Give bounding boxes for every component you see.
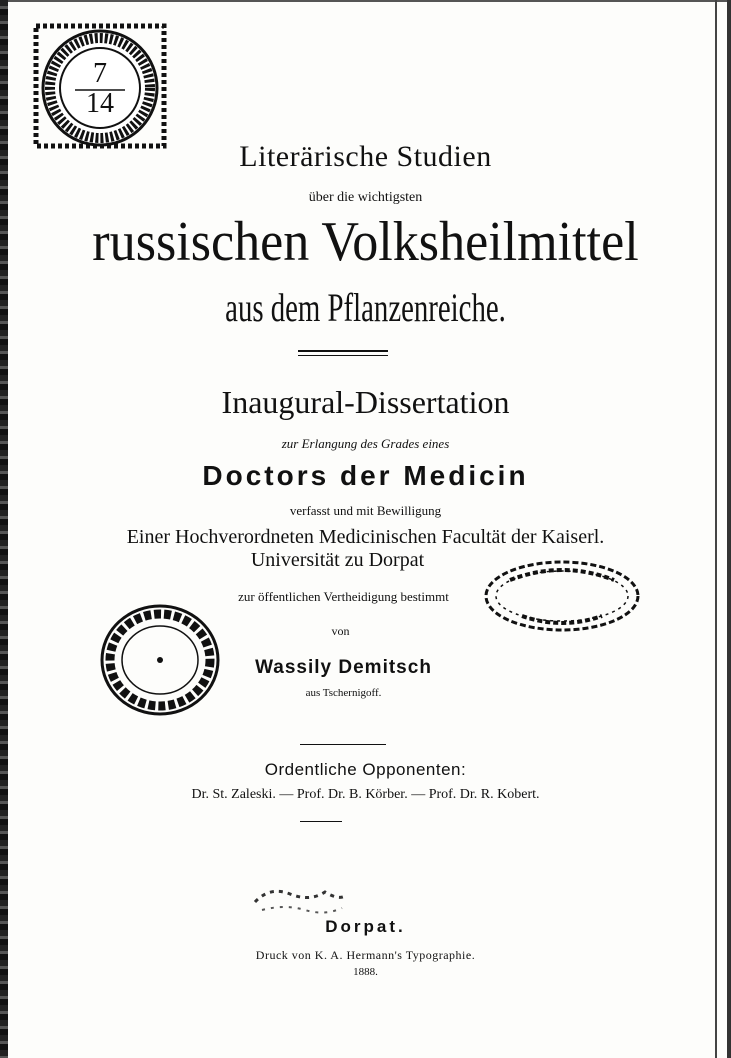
scan-edge-top [0, 0, 731, 2]
opponents-heading: Ordentliche Opponenten: [264, 760, 467, 779]
degree-title: Doctors der Medicin [202, 460, 529, 491]
title-line-1: Literärische Studien [239, 140, 492, 173]
divider-1 [298, 350, 388, 352]
divider-3 [300, 821, 342, 822]
author-origin: aus Tschernigoff. [305, 687, 382, 699]
dissertation-line-3: Einer Hochverordneten Medicinischen Facultät der Kaiserl. [126, 526, 605, 548]
title-line-3: russischen Volksheilmittel [92, 211, 639, 273]
title-line-2: über die wichtigsten [308, 190, 423, 205]
dissertation-line-5: zur öffentlichen Vertheidigung bestimmt [238, 589, 449, 604]
dissertation-line-1: zur Erlangung des Grades eines [281, 436, 450, 451]
divider-1b [298, 355, 388, 356]
dissertation-line-4: Universität zu Dorpat [250, 549, 425, 571]
imprint-printer: Druck von K. A. Hermann's Typographie. [255, 948, 476, 962]
title-line-4: aus dem Pflanzenreiche. [225, 285, 506, 330]
imprint-year: 1888. [353, 966, 378, 978]
dissertation-heading: Inaugural-Dissertation [221, 384, 510, 420]
by-word: von [331, 624, 350, 638]
imprint-city: Dorpat. [325, 917, 406, 936]
opponents-names: Dr. St. Zaleski. — Prof. Dr. B. Körber. — Prof. Dr. R. Kobert. [191, 787, 540, 802]
divider-2 [300, 744, 386, 745]
shelfmark-top: 7 [93, 58, 107, 89]
library-stamp-top [30, 20, 170, 150]
dissertation-line-2: verfasst und mit Bewilligung [289, 503, 442, 518]
shelfmark-bottom: 14 [86, 88, 114, 119]
author-name: Wassily Demitsch [255, 657, 432, 678]
ink-smudge [250, 880, 350, 920]
